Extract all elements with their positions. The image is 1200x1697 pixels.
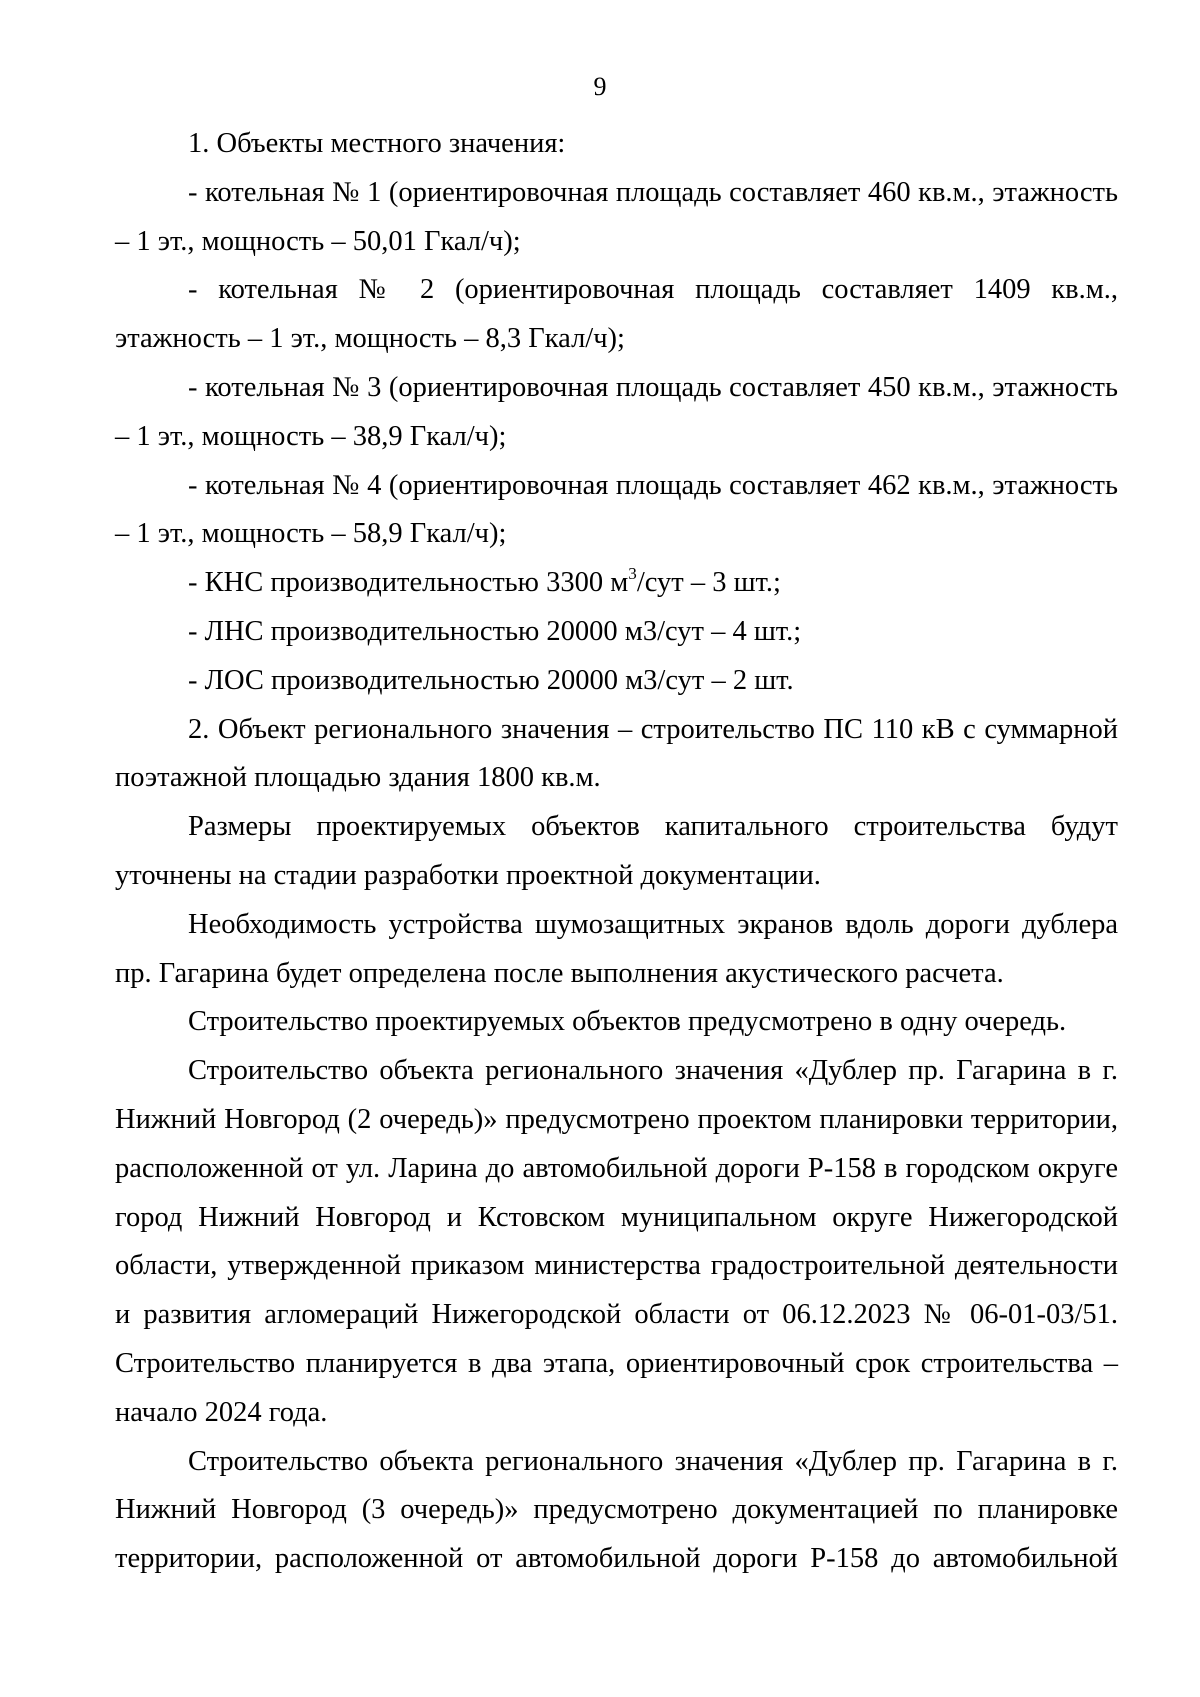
paragraph-dimensions: Размеры проектируемых объектов капитального строительства будут уточнены на стадии разработки проектной документации.	[115, 811, 1118, 891]
paragraph-los: - ЛОС производительностью 20000 м3/сут – 2 шт.	[188, 664, 794, 696]
paragraph-boiler-2: - котельная № 2 (ориентировочная площадь составляет 1409 кв.м., этажность – 1 эт., мощность – 8,3 Гкал/ч);	[115, 274, 1118, 355]
paragraph-boiler-4: - котельная № 4 (ориентировочная площадь составляет 462 кв.м., этажность – 1 эт., мощность – 58,9 Гкал/ч);	[115, 469, 1118, 550]
page-number: 9	[593, 72, 607, 101]
paragraph-lns: - ЛНС производительностью 20000 м3/сут – 4 шт.;	[188, 615, 802, 647]
paragraph-noise-screens: Необходимость устройства шумозащитных экранов вдоль дороги дублера пр. Гагарина будет определена после выполнения акустического расчета.	[115, 908, 1118, 989]
kns-superscript: 3	[628, 564, 637, 584]
paragraph-boiler-1: - котельная № 1 (ориентировочная площадь составляет 460 кв.м., этажность – 1 эт., мощность – 50,01 Гкал/ч);	[115, 176, 1118, 257]
kns-text-after: /сут – 3 шт.;	[636, 567, 781, 599]
document-body	[115, 120, 1118, 1584]
paragraph-local-objects-heading: 1. Объекты местного значения:	[188, 128, 566, 159]
paragraph-doubler-stage-2: Строительство объекта регионального значения «Дублер пр. Гагарина в г. Нижний Новгород (2 очередь)» предусмотрено проектом планировки территории, расположенной от ул. Ларина до автомобильной дороги Р-158 в городском округе город Нижний Новгород и Кстовском муниципальном округе Нижегородской области, утвержденной приказом министерства градостроительной деятельности и развития агломераций Нижегородской области от 06.12.2023 № 06-01-03/51. Строительство планируется в два этапа, ориентировочный срок строительства – начало 2024 года.	[115, 1055, 1118, 1428]
paragraph-kns	[115, 559, 1118, 608]
kns-text-before: - КНС производительностью 3300 м	[188, 567, 629, 599]
paragraph-regional-object: 2. Объект регионального значения – строительство ПС 110 кВ с суммарной поэтажной площадью здания 1800 кв.м.	[115, 713, 1118, 794]
paragraph-doubler-stage-3: Строительство объекта регионального значения «Дублер пр. Гагарина в г. Нижний Новгород (3 очередь)» предусмотрено документацией по планировке территории, расположенной от автомобильной дороги Р-158 до автомобильной	[115, 1445, 1118, 1575]
paragraph-boiler-3: - котельная № 3 (ориентировочная площадь составляет 450 кв.м., этажность – 1 эт., мощность – 38,9 Гкал/ч);	[115, 371, 1118, 452]
paragraph-one-stage: Строительство проектируемых объектов предусмотрено в одну очередь.	[188, 1006, 1067, 1038]
